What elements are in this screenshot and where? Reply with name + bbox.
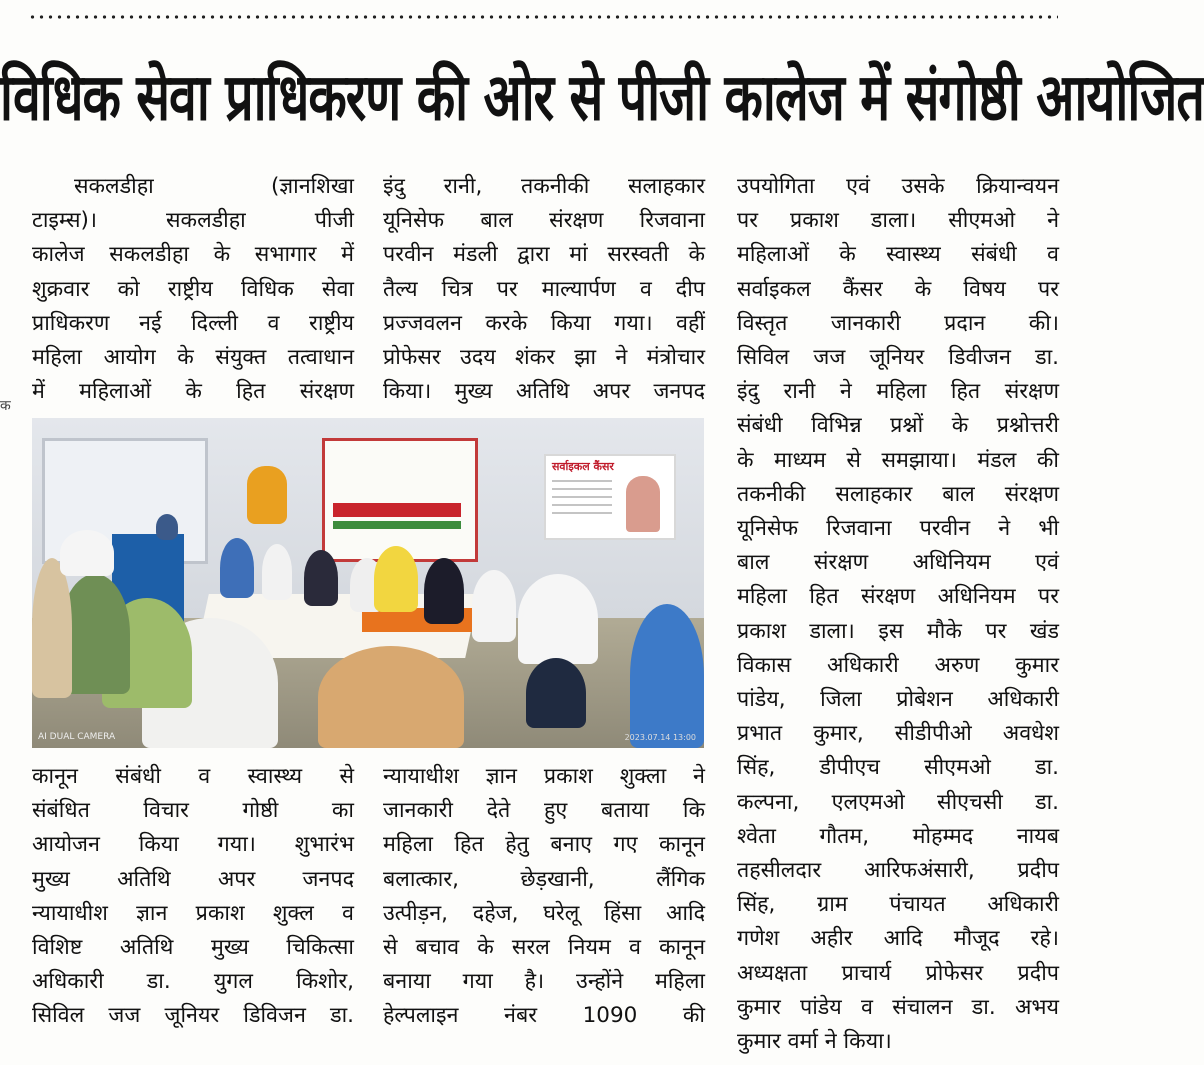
- article-line: मुख्य अतिथि अपर जनपद: [32, 866, 354, 892]
- article-line: महिला हित संरक्षण अधिनियम पर: [737, 584, 1059, 610]
- article-line: पर प्रकाश डाला। सीएमओ ने: [737, 208, 1059, 234]
- camera-watermark: AI DUAL CAMERA: [38, 732, 116, 742]
- column-2-top: [383, 170, 705, 409]
- article-line: पांडेय, जिला प्रोबेशन अधिकारी: [737, 687, 1059, 713]
- dotted-rule: [28, 14, 1058, 20]
- article-line: संबंधी विभिन्न प्रश्नों के प्रश्नोत्तरी: [737, 413, 1059, 439]
- article-line: न्यायाधीश ज्ञान प्रकाश शुक्ल व: [32, 900, 354, 926]
- article-line: सिविल जज जूनियर डिविजन डा.: [32, 1003, 354, 1029]
- column-3: [737, 170, 1059, 1059]
- photo-timestamp: 2023.07.14 13:00: [624, 733, 696, 742]
- photo-emblem: [247, 466, 287, 524]
- article-line: किया। मुख्य अतिथि अपर जनपद: [383, 379, 705, 405]
- article-line: बलात्कार, छेड़खानी, लैंगिक: [383, 866, 705, 892]
- banner-green-strip: [333, 521, 461, 529]
- article-line: के माध्यम से समझाया। मंडल की: [737, 447, 1059, 473]
- photo-person: [156, 514, 178, 540]
- article-line: शुक्रवार को राष्ट्रीय विधिक सेवा: [32, 276, 354, 302]
- photo-person: [262, 544, 292, 600]
- article-line: बनाया गया है। उन्होंने महिला: [383, 969, 705, 995]
- article-line: गणेश अहीर आदि मौजूद रहे।: [737, 926, 1059, 952]
- article-line: टाइम्स)। सकलडीहा पीजी: [32, 208, 354, 234]
- article-line: इंदु रानी ने महिला हित संरक्षण: [737, 379, 1059, 405]
- photo-person: [518, 574, 598, 664]
- article-line: महिलाओं के स्वास्थ्य संबंधी व: [737, 242, 1059, 268]
- article-line: सिंह, डीपीएच सीएमओ डा.: [737, 755, 1059, 781]
- article-line: कालेज सकलडीहा के सभागार में: [32, 242, 354, 268]
- article-line: उपयोगिता एवं उसके क्रियान्वयन: [737, 174, 1059, 199]
- article-line: महिला हित हेतु बनाए गए कानून: [383, 832, 705, 858]
- article-line: न्यायाधीश ज्ञान प्रकाश शुक्ला ने: [383, 764, 705, 789]
- article-line: विकास अधिकारी अरुण कुमार: [737, 652, 1059, 678]
- photo-person: [374, 546, 418, 612]
- article-line: विशिष्ट अतिथि मुख्य चिकित्सा: [32, 935, 354, 961]
- photo-banner: [322, 438, 478, 562]
- photo-person: [32, 558, 72, 698]
- article-line: यूनिसेफ बाल संरक्षण रिजवाना: [383, 208, 705, 234]
- article-line: कानून संबंधी व स्वास्थ्य से: [32, 764, 354, 789]
- photo-person: [318, 646, 464, 748]
- poster-figure: [626, 476, 660, 532]
- article-line: आयोजन किया गया। शुभारंभ: [32, 832, 354, 858]
- article-line: कल्पना, एलएमओ सीएचसी डा.: [737, 789, 1059, 815]
- article-line: यूनिसेफ रिजवाना परवीन ने भी: [737, 516, 1059, 542]
- poster-text-lines: [552, 480, 612, 520]
- article-line: प्रकाश डाला। इस मौके पर खंड: [737, 618, 1059, 644]
- article-line: सिंह, ग्राम पंचायत अधिकारी: [737, 892, 1059, 918]
- article-line: तहसीलदार आरिफअंसारी, प्रदीप: [737, 858, 1059, 884]
- column-2-bottom: [383, 760, 705, 1034]
- article-line: अध्यक्षता प्राचार्य प्रोफेसर प्रदीप: [737, 960, 1059, 986]
- article-line: प्रोफेसर उदय शंकर झा ने मंत्रोचार: [383, 345, 705, 371]
- article-line: प्राधिकरण नई दिल्ली व राष्ट्रीय: [32, 310, 354, 336]
- article-line: में महिलाओं के हित संरक्षण: [32, 379, 354, 405]
- banner-red-strip: [333, 503, 461, 517]
- article-line: कुमार वर्मा ने किया।: [737, 1029, 892, 1055]
- article-line: तकनीकी सलाहकार बाल संरक्षण: [737, 481, 1059, 507]
- article-line: उत्पीड़न, दहेज, घरेलू हिंसा आदि: [383, 900, 705, 926]
- photo-person: [60, 530, 114, 576]
- article-line: हेल्पलाइन नंबर 1090 की: [383, 1003, 705, 1029]
- poster-title: सर्वाइकल कैंसर: [552, 460, 614, 473]
- headline: विधिक सेवा प्राधिकरण की ओर से पीजी कालेज में संगोष्ठी आयोजित: [0, 59, 1204, 136]
- article-line: कुमार पांडेय व संचालन डा. अभय: [737, 994, 1059, 1020]
- article-line: महिला आयोग के संयुक्त तत्वाधान: [32, 345, 354, 371]
- article-line: बाल संरक्षण अधिनियम एवं: [737, 550, 1059, 576]
- article-line: सर्वाइकल कैंसर के विषय पर: [737, 276, 1059, 302]
- article-line: अधिकारी डा. युगल किशोर,: [32, 969, 354, 995]
- event-photo: [32, 418, 704, 748]
- article-line: इंदु रानी, तकनीकी सलाहकार: [383, 174, 705, 199]
- article-line: संबंधित विचार गोष्ठी का: [32, 798, 354, 824]
- column-1-top: [32, 170, 354, 409]
- article-line: तैल्य चित्र पर माल्यार्पण व दीप: [383, 276, 705, 302]
- column-1-bottom: [32, 760, 354, 1034]
- article-line: परवीन मंडली द्वारा मां सरस्वती के: [383, 242, 705, 268]
- photo-person: [220, 538, 254, 598]
- article-line: विस्तृत जानकारी प्रदान की।: [737, 310, 1059, 336]
- article-line: श्वेता गौतम, मोहम्मद नायब: [737, 823, 1059, 849]
- article-line: प्रभात कुमार, सीडीपीओ अवधेश: [737, 721, 1059, 747]
- article-line: जानकारी देते हुए बताया कि: [383, 798, 705, 824]
- photo-poster: [544, 454, 676, 540]
- cropped-edge-glyph: क: [0, 398, 11, 414]
- photo-person: [526, 658, 586, 728]
- article-line: सिविल जज जूनियर डिवीजन डा.: [737, 345, 1059, 371]
- article-line: प्रज्जवलन करके किया गया। वहीं: [383, 310, 705, 336]
- photo-person: [304, 550, 338, 606]
- article-line: सकलडीहा (ज्ञानशिखा: [74, 174, 354, 199]
- photo-person: [630, 604, 704, 748]
- photo-person: [424, 558, 464, 624]
- photo-person: [472, 570, 516, 642]
- article-line: से बचाव के सरल नियम व कानून: [383, 935, 705, 961]
